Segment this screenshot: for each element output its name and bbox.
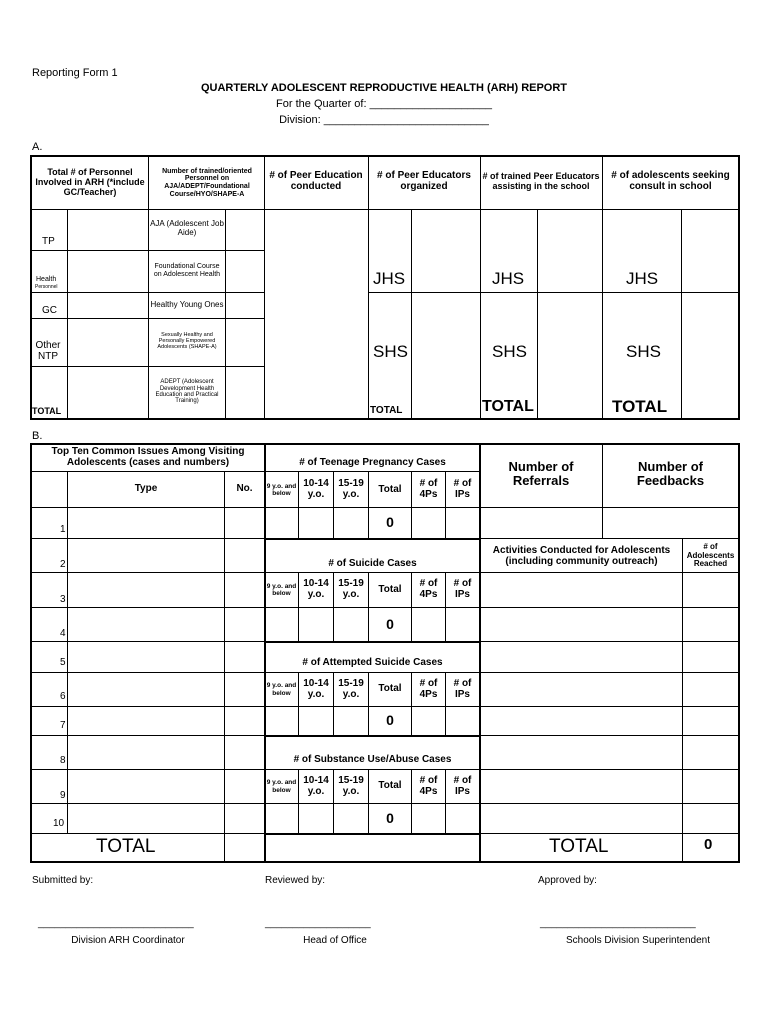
coordinator-title: Division ARH Coordinator — [71, 935, 185, 946]
total-label-trained: TOTAL — [482, 398, 534, 415]
col-10-14: 10-14 y.o. — [303, 677, 329, 700]
header-referrals: Number of Referrals — [508, 458, 574, 488]
header-peer-education: # of Peer Education conducted — [269, 170, 363, 192]
col-15-19: 15-19 y.o. — [338, 677, 364, 700]
row-label-health-sub: Personnel — [35, 284, 58, 290]
row-label-gc: GC — [42, 305, 57, 316]
total-label-educators: TOTAL — [370, 405, 403, 416]
col-15-19: 15-19 y.o. — [338, 774, 364, 797]
header-no: No. — [236, 482, 253, 494]
header-trained-personnel: Number of trained/oriented Personnel on AJA/ADEPT/Foundational Course/HYO/SHAPE-A — [162, 167, 252, 198]
header-teen-pregnancy: # of Teenage Pregnancy Cases — [299, 456, 446, 468]
row-number: 9 — [60, 790, 66, 801]
shs-label-consult: SHS — [626, 342, 661, 361]
col-15-19: 15-19 y.o. — [338, 478, 364, 500]
trained-item-adept: ADEPT (Adolescent Development Health Education and Practical Training) — [155, 379, 219, 405]
col-4ps: # of 4Ps — [419, 677, 438, 700]
header-total-personnel: Total # of Personnel Involved in ARH (*include GC/Teacher) — [35, 167, 145, 197]
head-title: Head of Office — [303, 935, 367, 946]
trained-item-shape-a: Sexually Healthy and Personally Empowered Adolescents (SHAPE-A) — [157, 332, 217, 350]
row-number: 3 — [60, 594, 66, 605]
header-activities: Activities Conducted for Adolescents (including community outreach) — [492, 545, 671, 567]
header-feedbacks: Number of Feedbacks — [636, 458, 705, 488]
col-9yo: 9 y.o. and below — [266, 779, 297, 794]
total-label-consult: TOTAL — [612, 397, 668, 416]
shs-label-trained: SHS — [492, 342, 527, 361]
signature-line-superintendent[interactable]: ____________________________ — [540, 918, 696, 929]
col-4ps: # of 4Ps — [419, 478, 438, 500]
row-number: 5 — [60, 657, 66, 668]
col-9yo: 9 y.o. and below — [266, 582, 297, 597]
signature-line-coordinator[interactable]: ____________________________ — [38, 918, 194, 929]
trained-item-hyo: Healthy Young Ones — [150, 299, 224, 309]
division-field[interactable]: Division: ___________________________ — [279, 114, 489, 126]
row-label-tp: TP — [42, 236, 55, 247]
header-trained-peer-educators: # of trained Peer Educators assisting in the school — [482, 171, 600, 191]
col-ips: # of IPs — [453, 677, 472, 700]
col-9yo: 9 y.o. and below — [266, 482, 297, 497]
header-substance-abuse: # of Substance Use/Abuse Cases — [293, 754, 452, 766]
header-adolescents-consult: # of adolescents seeking consult in school — [611, 170, 730, 192]
trained-item-foundational: Foundational Course on Adolescent Health — [153, 263, 221, 278]
col-total: Total — [378, 483, 402, 495]
row-number: 6 — [60, 691, 66, 702]
shs-label-educators: SHS — [373, 342, 408, 361]
col-total: Total — [378, 583, 402, 595]
col-10-14: 10-14 y.o. — [303, 578, 329, 600]
attempted-suicide-total-value: 0 — [386, 712, 394, 729]
row-label-other-ntp: Other NTP — [35, 340, 61, 362]
teen-pregnancy-total-value: 0 — [386, 514, 394, 531]
header-suicide: # of Suicide Cases — [328, 558, 417, 570]
header-type: Type — [134, 482, 158, 494]
jhs-label-educators: JHS — [373, 269, 406, 288]
superintendent-title: Schools Division Superintendent — [566, 935, 710, 946]
jhs-label-trained: JHS — [492, 269, 525, 288]
approved-by-label: Approved by: — [538, 875, 597, 886]
signature-line-head[interactable]: ___________________ — [265, 918, 371, 929]
total-right-label: TOTAL — [549, 836, 609, 857]
report-title: QUARTERLY ADOLESCENT REPRODUCTIVE HEALTH (ARH) REPORT — [200, 82, 568, 94]
col-4ps: # of 4Ps — [419, 774, 438, 797]
row-number: 2 — [60, 559, 66, 570]
row-number: 7 — [60, 720, 66, 731]
row-number: 4 — [60, 628, 66, 639]
col-15-19: 15-19 y.o. — [338, 578, 364, 600]
quarter-field[interactable]: For the Quarter of: ____________________ — [276, 98, 492, 110]
trained-item-aja: AJA (Adolescent Job Aide) — [150, 219, 224, 237]
col-4ps: # of 4Ps — [419, 578, 438, 600]
row-label-health: Health — [36, 276, 57, 283]
section-b-label: B. — [32, 430, 43, 442]
row-label-total: TOTAL — [32, 406, 62, 416]
col-9yo: 9 y.o. and below — [266, 682, 297, 697]
jhs-label-consult: JHS — [626, 269, 659, 288]
header-peer-educators: # of Peer Educators organized — [377, 170, 471, 192]
col-total: Total — [378, 780, 402, 792]
substance-abuse-total-value: 0 — [386, 809, 394, 826]
total-right-value: 0 — [704, 836, 713, 853]
col-10-14: 10-14 y.o. — [303, 774, 329, 797]
total-left-label: TOTAL — [96, 836, 156, 857]
header-attempted-suicide: # of Attempted Suicide Cases — [302, 656, 443, 668]
header-common-issues: Top Ten Common Issues Among Visiting Adolescents (cases and numbers) — [51, 446, 245, 468]
form-label: Reporting Form 1 — [32, 67, 118, 79]
col-ips: # of IPs — [453, 478, 472, 500]
submitted-by-label: Submitted by: — [32, 875, 94, 886]
row-number: 1 — [60, 524, 66, 535]
suicide-total-value: 0 — [386, 615, 394, 632]
header-adolescents-reached: # of Adolescents Reached — [686, 542, 735, 569]
reviewed-by-label: Reviewed by: — [265, 875, 326, 886]
col-ips: # of IPs — [453, 578, 472, 600]
row-number: 10 — [53, 818, 65, 829]
col-total: Total — [378, 683, 402, 695]
col-10-14: 10-14 y.o. — [303, 478, 329, 500]
col-ips: # of IPs — [453, 774, 472, 797]
section-a-label: A. — [32, 141, 43, 153]
row-number: 8 — [60, 755, 66, 766]
